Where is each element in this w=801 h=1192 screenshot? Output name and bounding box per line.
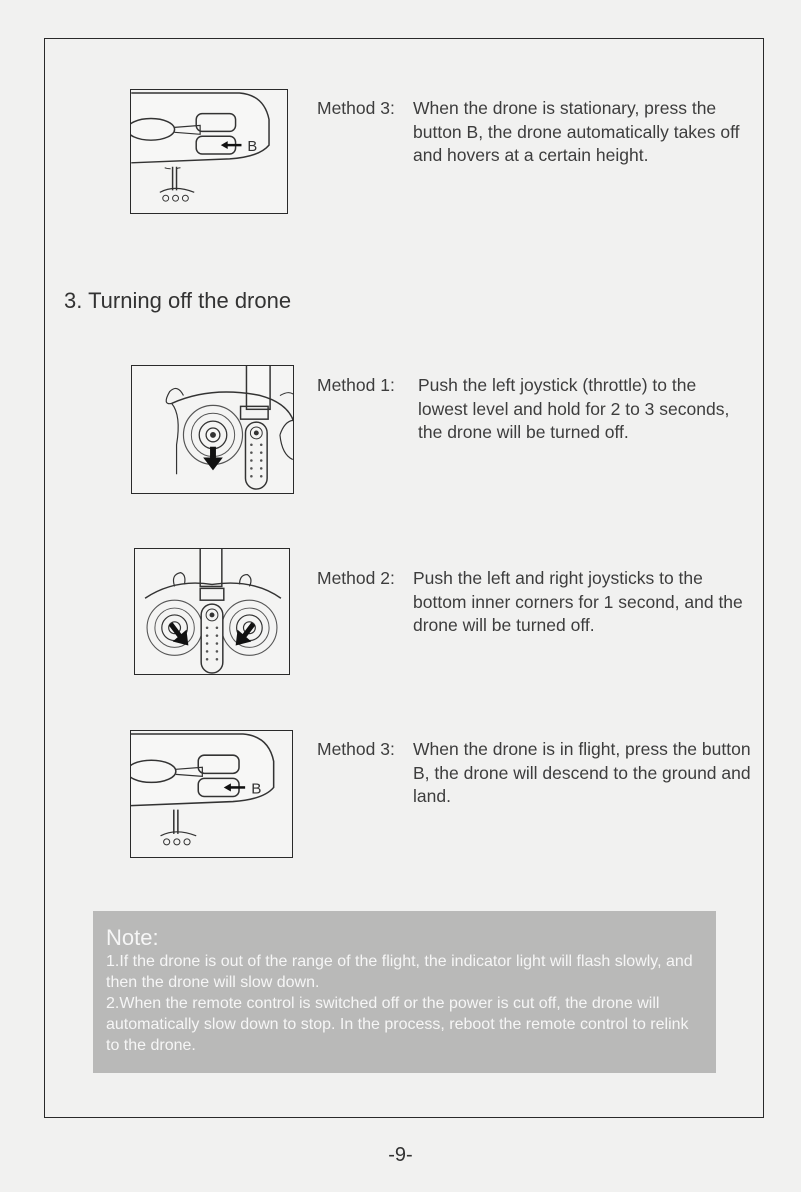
drone-button-b-icon <box>131 90 287 213</box>
page-number: -9- <box>388 1144 413 1166</box>
method-label: Method 1: <box>317 375 395 395</box>
button-b-label: B <box>247 139 258 156</box>
note-box <box>93 911 716 1073</box>
controller-left-joystick-down-icon <box>132 366 293 493</box>
method-block <box>317 738 757 818</box>
button-b-label: B <box>251 780 262 798</box>
method-label: Method 3: <box>317 98 395 118</box>
method-text: Push the left and right joysticks to the bottom inner corners for 1 second, and the drone will be turned off. <box>413 568 743 635</box>
method-block <box>317 567 757 667</box>
drone-button-b-figure <box>130 89 288 214</box>
controller-both-joysticks-figure <box>134 548 290 675</box>
method-block <box>317 374 757 474</box>
section-title: 3. Turning off the drone <box>64 288 292 313</box>
method-label: Method 3: <box>317 739 395 759</box>
note-item: 1.If the drone is out of the range of the flight, the indicator light will flash slowly, and then the drone will slow down. <box>106 953 693 991</box>
drone-button-b-figure <box>130 730 293 858</box>
drone-button-b-icon <box>131 731 292 857</box>
method-text: When the drone is stationary, press the button B, the drone automatically takes off and hovers at a certain height. <box>413 98 740 165</box>
method-text: When the drone is in flight, press the button B, the drone will descend to the ground and land. <box>413 739 751 806</box>
controller-left-joystick-figure <box>131 365 294 494</box>
method-label: Method 2: <box>317 568 395 588</box>
method-text: Push the left joystick (throttle) to the lowest level and hold for 2 to 3 seconds, the drone will be turned off. <box>418 375 730 442</box>
method-block <box>317 97 757 197</box>
note-heading: Note: <box>106 925 159 950</box>
note-item: 2.When the remote control is switched off or the power is cut off, the drone will automatically slow down to stop. In the process, reboot the remote control to relink to the drone. <box>106 995 689 1054</box>
controller-both-joysticks-icon <box>135 549 289 674</box>
